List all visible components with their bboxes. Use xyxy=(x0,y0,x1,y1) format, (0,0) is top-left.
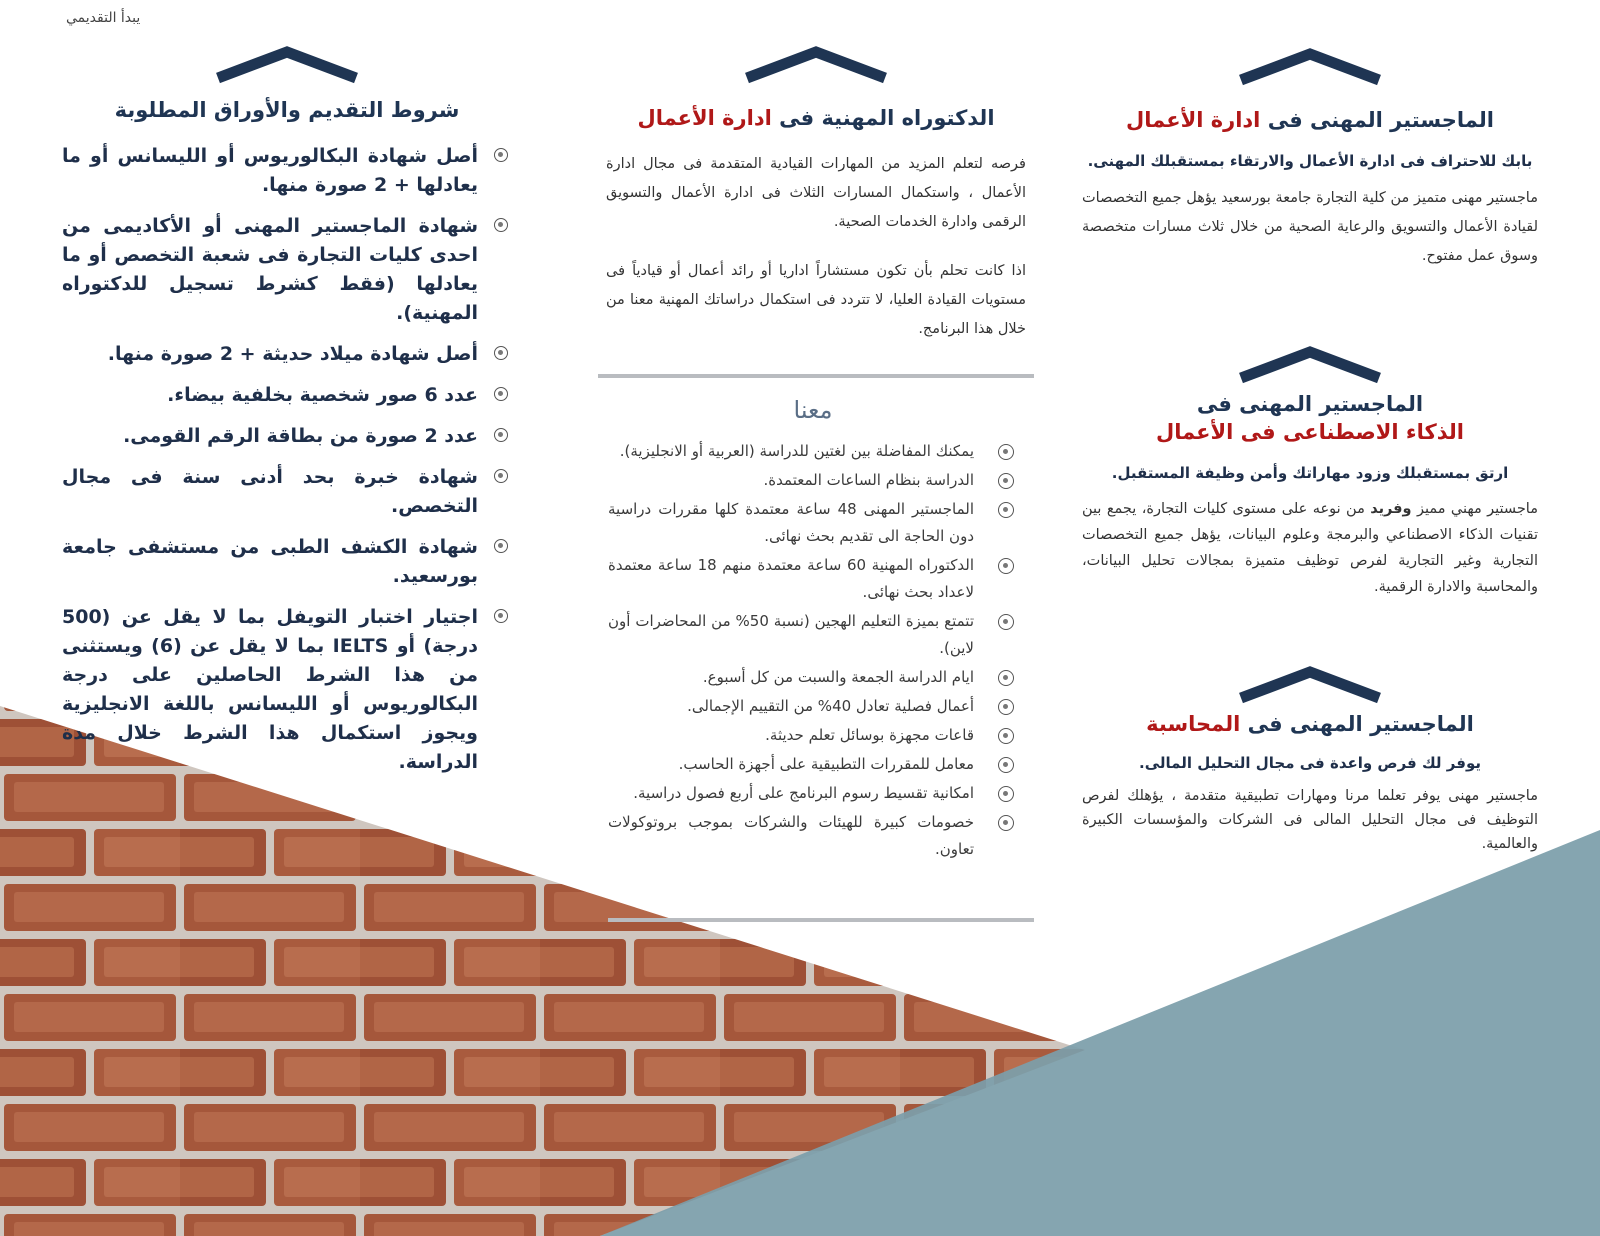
bullet-icon xyxy=(998,473,1014,489)
doctorate-paragraph-1: فرصه لتعلم المزيد من المهارات القيادية المتقدمة فى مجال ادارة الأعمال ، واستكمال المسارات الثلاث فى ادارة الأعمال والتسويق الرقمى وادارة الخدمات الصحية. xyxy=(606,156,1026,230)
bullet-icon xyxy=(998,502,1014,518)
ai-subhead: ارتق بمستقبلك وزود مهاراتك وأمن وظيفة المستقبل. xyxy=(1111,464,1509,482)
divider-top xyxy=(598,374,1034,378)
mba-paragraph: ماجستير مهنى متميز من كلية التجارة جامعة بورسعيد يؤهل جميع التخصصات لقيادة الأعمال والتسويق والرعاية الصحية من خلال ثلاث مسارات متخصصة وسوق عمل مفتوح. xyxy=(1082,190,1538,264)
bullet-icon xyxy=(998,757,1014,773)
list-item: أصل شهادة البكالوريوس أو الليسانس أو ما يعادلها + 2 صورة منها. xyxy=(62,142,512,200)
requirements-list xyxy=(62,142,512,777)
list-item: الماجستير المهنى 48 ساعة معتمدة كلها مقررات دراسية دون الحاجة الى تقديم بحث نهائى. xyxy=(608,496,1018,550)
bullet-icon xyxy=(998,670,1014,686)
bullet-icon xyxy=(494,346,508,360)
bullet-icon xyxy=(998,444,1014,460)
requirements-column xyxy=(62,44,512,789)
bullet-icon xyxy=(998,786,1014,802)
divider-bottom xyxy=(608,918,1034,922)
accounting-title: الماجستير المهنى فى المحاسبة xyxy=(1146,712,1474,736)
with-us-title: معنا xyxy=(793,396,833,424)
bullet-icon xyxy=(998,728,1014,744)
requirements-title: شروط التقديم والأوراق المطلوبة xyxy=(114,98,460,122)
list-item: عدد 6 صور شخصية بخلفية بيضاء. xyxy=(62,381,512,410)
mba-title: الماجستير المهنى فى ادارة الأعمال xyxy=(1126,108,1494,132)
doctorate-paragraph-2: اذا كانت تحلم بأن تكون مستشاراً اداريا أو رائد أعمال أو قيادياً فى مستويات القيادة العليا، لا تتردد فى استكمال دراساتك المهنية معنا من خلال هذا البرنامج. xyxy=(606,263,1026,337)
list-item: امكانية تقسيط رسوم البرنامج على أربع فصول دراسية. xyxy=(608,780,1018,807)
mba-section xyxy=(1082,46,1538,271)
list-item: معامل للمقررات التطبيقية على أجهزة الحاسب. xyxy=(608,751,1018,778)
list-item: عدد 2 صورة من بطاقة الرقم القومى. xyxy=(62,422,512,451)
list-item: خصومات كبيرة للهيئات والشركات بموجب بروتوكولات تعاون. xyxy=(608,809,1018,863)
list-item: اجتيار اختبار التويفل بما لا يقل عن (500 درجة) أو IELTS بما لا يقل عن (6) ويستثنى من هذا الشرط الحاصلين على درجة البكالوريوس أو الليسانس باللغة الانجليزية ويجوز استكمال هذا الشرط خلال مدة الدراسة. xyxy=(62,603,512,777)
bullet-icon xyxy=(998,699,1014,715)
ai-title: الماجستير المهنى فى الذكاء الاصطناعى فى الأعمال xyxy=(1156,392,1464,444)
with-us-section xyxy=(608,396,1018,865)
list-item: شهادة الماجستير المهنى أو الأكاديمى من احدى كليات التجارة فى شعبة التخصص أو ما يعادلها (فقط كشرط تسجيل للدكتوراه المهنية). xyxy=(62,212,512,328)
list-item: يمكنك المفاضلة بين لغتين للدراسة (العربية أو الانجليزية). xyxy=(608,438,1018,465)
ai-section xyxy=(1082,344,1538,600)
bullet-icon xyxy=(998,815,1014,831)
mba-subhead: بابك للاحتراف فى ادارة الأعمال والارتقاء بمستقبلك المهنى. xyxy=(1087,152,1533,170)
bullet-icon xyxy=(494,469,508,483)
header-note: يبدأ التقديمي xyxy=(66,10,141,26)
bullet-icon xyxy=(494,609,508,623)
bullet-icon xyxy=(494,218,508,232)
bullet-icon xyxy=(494,428,508,442)
doctorate-title: الدكتوراه المهنية فى ادارة الأعمال xyxy=(637,106,995,130)
bullet-icon xyxy=(998,614,1014,630)
roof-chevron-icon xyxy=(212,44,362,84)
bullet-icon xyxy=(494,387,508,401)
list-item: الدراسة بنظام الساعات المعتمدة. xyxy=(608,467,1018,494)
roof-chevron-icon xyxy=(1235,344,1385,384)
accounting-subhead: يوفر لك فرص واعدة فى مجال التحليل المالى. xyxy=(1139,754,1481,772)
list-item: شهادة خبرة بحد أدنى سنة فى مجال التخصص. xyxy=(62,463,512,521)
doctorate-column xyxy=(606,44,1026,344)
roof-chevron-icon xyxy=(741,44,891,84)
list-item: أعمال فصلية تعادل 40% من التقييم الإجمالى. xyxy=(608,693,1018,720)
list-item: ايام الدراسة الجمعة والسبت من كل أسبوع. xyxy=(608,664,1018,691)
accounting-paragraph: ماجستير مهنى يوفر تعلما مرنا ومهارات تطبيقية متقدمة ، يؤهلك لفرص التوظيف فى مجال التحليل المالى فى الشركات والمؤسسات الكبيرة والعالمية. xyxy=(1082,788,1538,852)
list-item: تتمتع بميزة التعليم الهجين (نسبة 50% من المحاضرات أون لاين). xyxy=(608,608,1018,662)
list-item: الدكتوراه المهنية 60 ساعة معتمدة منهم 18 ساعة معتمدة لاعداد بحث نهائى. xyxy=(608,552,1018,606)
list-item: قاعات مجهزة بوسائل تعلم حديثة. xyxy=(608,722,1018,749)
bullet-icon xyxy=(494,148,508,162)
roof-chevron-icon xyxy=(1235,46,1385,86)
roof-chevron-icon xyxy=(1235,664,1385,704)
list-item: أصل شهادة ميلاد حديثة + 2 صورة منها. xyxy=(62,340,512,369)
bullet-icon xyxy=(998,558,1014,574)
list-item: شهادة الكشف الطبى من مستشفى جامعة بورسعيد. xyxy=(62,533,512,591)
with-us-list xyxy=(608,438,1018,863)
accounting-section xyxy=(1082,664,1538,856)
bullet-icon xyxy=(494,539,508,553)
ai-paragraph: ماجستير مهني مميز وفريد من نوعه على مستوى كليات التجارة، يجمع بين تقنيات الذكاء الاصطناعي والبرمجة وعلوم البيانات، يؤهل جميع التخصصات التجارية وغير التجارية لفرص توظيف متميزة بمجالات تحليل البيانات، والمحاسبة والادارة الرقمية. xyxy=(1082,501,1538,595)
